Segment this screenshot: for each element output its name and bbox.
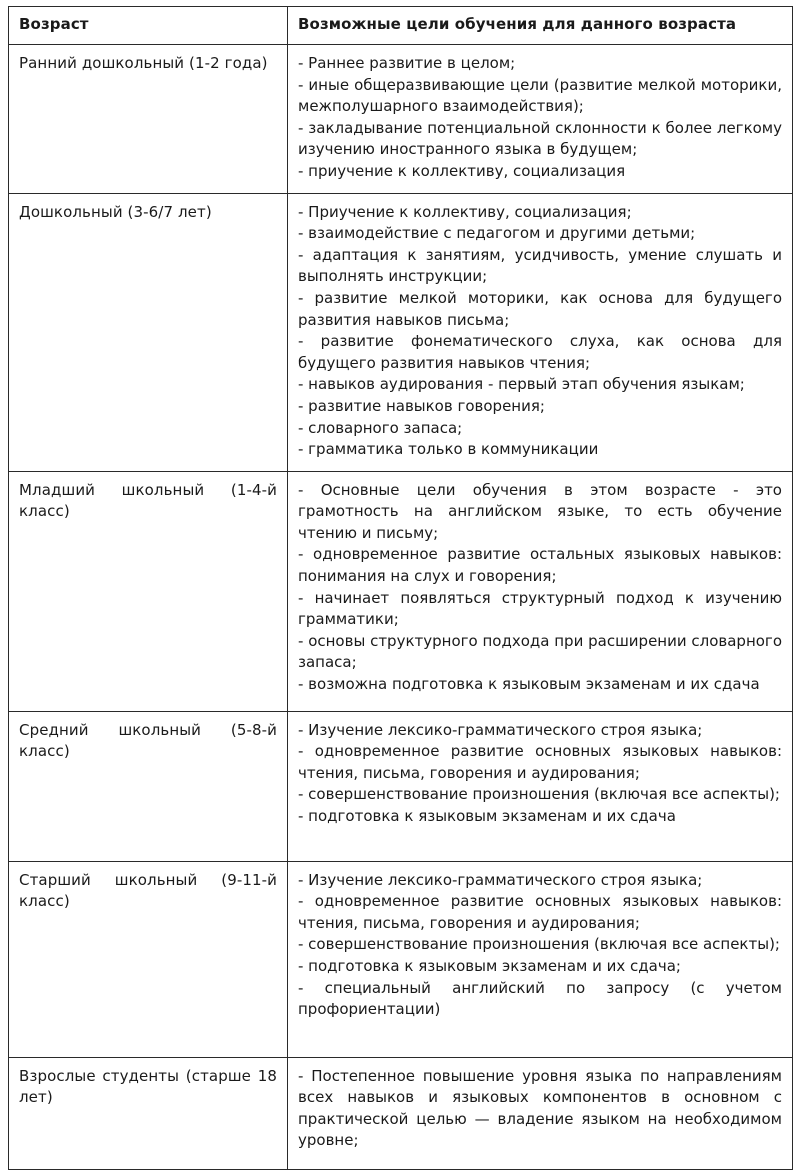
- table-row: [9, 45, 793, 194]
- table-row: [9, 861, 793, 1057]
- goals-cell: [288, 45, 793, 194]
- table-row: [9, 711, 793, 861]
- table-row: [9, 1057, 793, 1169]
- goal-item: - одновременное развитие остальных языковых навыков: понимания на слух и говорения;: [298, 545, 782, 586]
- goal-item: - Основные цели обучения в этом возрасте - это грамотность на английском языке, то есть обучение чтению и письму;: [298, 480, 782, 542]
- document-page: [8, 6, 792, 1170]
- header-goals: Возможные цели обучения для данного возраста: [288, 7, 793, 45]
- goals-cell: [288, 861, 793, 1057]
- goal-item: - развитие мелкой моторики, как основа для будущего развития навыков письма;: [298, 288, 782, 329]
- age-cell: Младший школьный (1-4-й класс): [9, 471, 288, 711]
- table-row: [9, 193, 793, 471]
- goal-item: - возможна подготовка к языковым экзаменам и их сдача: [298, 675, 760, 694]
- goal-item: - основы структурного подхода при расширении словарного запаса;: [298, 631, 782, 672]
- goal-item: - иные общеразвивающие цели (развитие мелкой моторики, межполушарного взаимодействия);: [298, 75, 782, 116]
- goal-item: - совершенствование произношения (включая все аспекты);: [298, 935, 780, 954]
- goal-item: - Постепенное повышение уровня языка по направлениям всех навыков и языковых компонентов в основном с практической целью — владение языком на необходимом уровне;: [298, 1066, 782, 1150]
- goals-cell: [288, 193, 793, 471]
- age-cell: Средний школьный (5-8-й класс): [9, 711, 288, 861]
- goal-item: - адаптация к занятиям, усидчивость, умение слушать и выполнять инструкции;: [298, 245, 782, 286]
- goal-item: - приучение к коллективу, социализация: [298, 161, 626, 180]
- goal-item: - подготовка к языковым экзаменам и их сдача;: [298, 957, 681, 976]
- age-cell: Взрослые студенты (старше 18 лет): [9, 1057, 288, 1169]
- age-cell: Старший школьный (9-11-й класс): [9, 861, 288, 1057]
- goal-item: - закладывание потенциальной склонности к более легкому изучению иностранного языка в будущем;: [298, 118, 782, 159]
- goal-item: - взаимодействие с педагогом и другими детьми;: [298, 224, 696, 243]
- goal-item: - Раннее развитие в целом;: [298, 54, 516, 72]
- goal-item: - Изучение лексико-грамматического строя языка;: [298, 870, 703, 889]
- goal-item: - навыков аудирования - первый этап обучения языкам;: [298, 375, 745, 394]
- goal-item: - совершенствование произношения (включая все аспекты);: [298, 785, 780, 804]
- goal-item: - развитие фонематического слуха, как основа для будущего развития навыков чтения;: [298, 332, 782, 372]
- goal-item: - Приучение к коллективу, социализация;: [298, 202, 632, 221]
- goals-cell: [288, 711, 793, 861]
- age-cell: Ранний дошкольный (1-2 года): [9, 45, 288, 194]
- goal-item: - Изучение лексико-грамматического строя языка;: [298, 720, 703, 739]
- goal-item: - развитие навыков говорения;: [298, 396, 545, 415]
- age-cell: Дошкольный (3-6/7 лет): [9, 193, 288, 471]
- goal-item: - словарного запаса;: [298, 418, 463, 437]
- goal-item: - грамматика только в коммуникации: [298, 440, 599, 459]
- age-goals-table: [8, 6, 793, 1170]
- goal-item: - одновременное развитие основных языковых навыков: чтения, письма, говорения и аудирования;: [298, 742, 782, 782]
- goals-cell: [288, 1057, 793, 1169]
- goal-item: - начинает появляться структурный подход к изучению грамматики;: [298, 588, 782, 629]
- goal-item: - подготовка к языковым экзаменам и их сдача: [298, 807, 676, 826]
- table-row: [9, 471, 793, 711]
- goals-cell: [288, 471, 793, 711]
- table-header-row: [9, 7, 793, 45]
- goal-item: - одновременное развитие основных языковых навыков: чтения, письма, говорения и аудирования;: [298, 892, 782, 932]
- goal-item: - специальный английский по запросу (с учетом профориентации): [298, 978, 782, 1019]
- header-age: Возраст: [9, 7, 288, 45]
